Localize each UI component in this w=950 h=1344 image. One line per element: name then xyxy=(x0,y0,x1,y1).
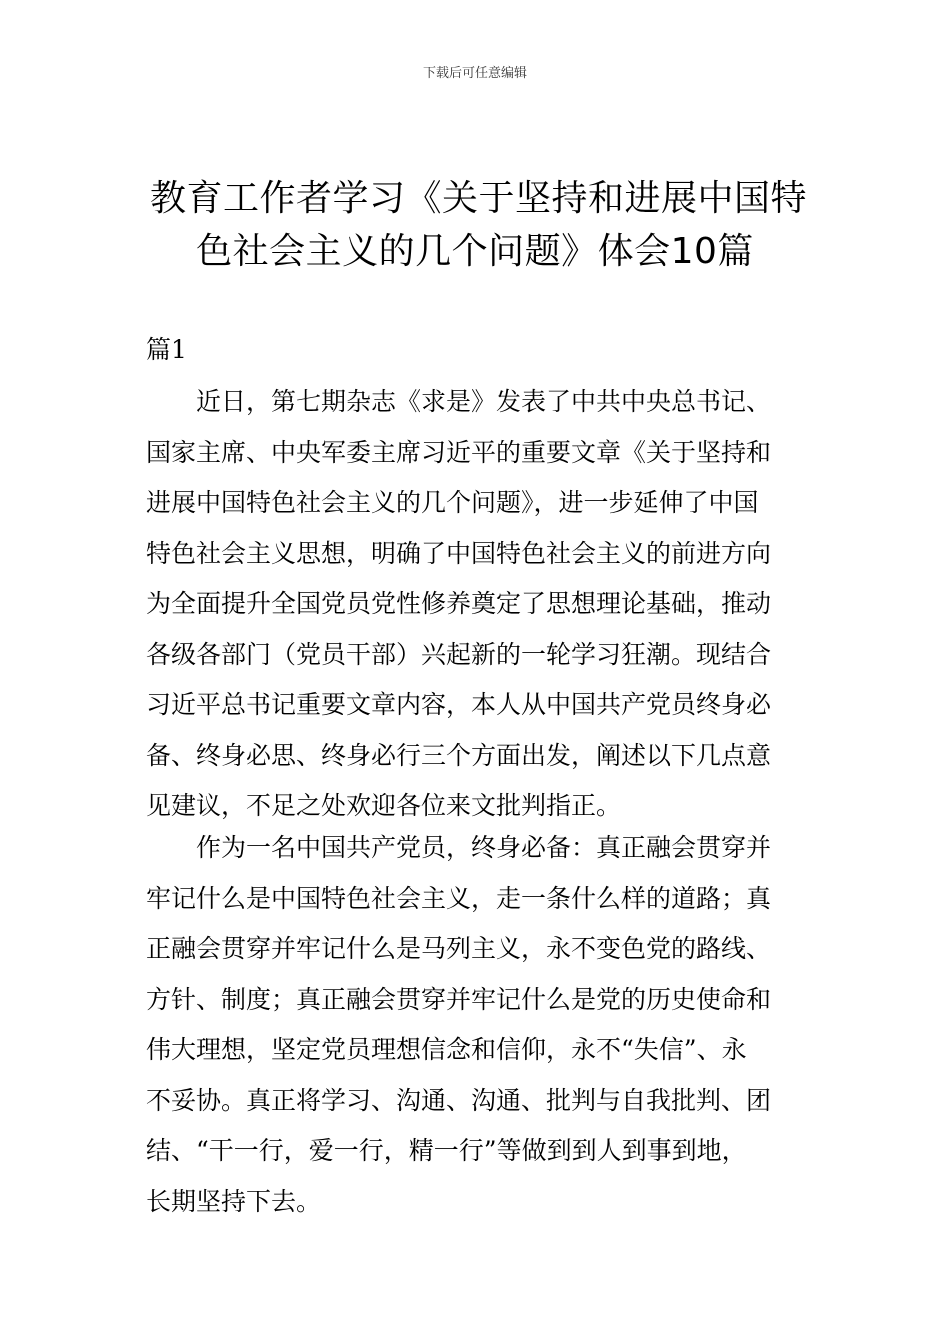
paragraph-line: 不妥协。真正将学习、沟通、沟通、批判与自我批判、团 xyxy=(146,1085,772,1115)
title-line: 色社会主义的几个问题》体会10篇 xyxy=(196,231,754,272)
header-note: 下载后可任意编辑 xyxy=(422,66,527,81)
paragraph-1 xyxy=(146,377,810,832)
paragraph-line: 长期坚持下去。 xyxy=(146,1186,322,1216)
paragraph-line: 进展中国特色社会主义的几个问题》，进一步延伸了中国 xyxy=(146,488,759,517)
title-line: 教育工作者学习《关于坚持和进展中国特 xyxy=(150,178,808,219)
section-label: 篇1 xyxy=(146,335,187,364)
paragraph-line: 牢记什么是中国特色社会主义，走一条什么样的道路；真 xyxy=(146,883,772,913)
paragraph-line: 为全面提升全国党员党性修养奠定了思想理论基础，推动 xyxy=(146,589,772,618)
paragraph-line: 备、终身必思、终身必行三个方面出发，阐述以下几点意 xyxy=(146,740,772,770)
paragraph-line: 伟大理想，坚定党员理想信念和信仰，永不“失信”、永 xyxy=(146,1035,747,1064)
document-title xyxy=(150,172,808,278)
paragraph-line: 国家主席、中央军委主席习近平的重要文章《关于坚持和 xyxy=(146,437,772,467)
paragraph-line: 特色社会主义思想，明确了中国特色社会主义的前进方向 xyxy=(146,538,772,568)
paragraph-line: 近日，第七期杂志《求是》发表了中共中央总书记、 xyxy=(196,387,772,416)
paragraph-2 xyxy=(146,823,810,1227)
paragraph-line: 各级各部门（党员干部）兴起新的一轮学习狂潮。现结合 xyxy=(146,639,772,669)
paragraph-line: 结、“干一行，爱一行，精一行”等做到到人到事到地， xyxy=(146,1136,747,1165)
paragraph-line: 正融会贯穿并牢记什么是马列主义，永不变色党的路线、 xyxy=(146,934,772,963)
paragraph-line: 作为一名中国共产党员，终身必备：真正融会贯穿并 xyxy=(196,833,772,862)
paragraph-line: 方针、制度；真正融会贯穿并牢记什么是党的历史使命和 xyxy=(146,984,772,1014)
paragraph-line: 见建议，不足之处欢迎各位来文批判指正。 xyxy=(146,791,622,820)
paragraph-line: 习近平总书记重要文章内容，本人从中国共产党员终身必 xyxy=(146,690,772,719)
